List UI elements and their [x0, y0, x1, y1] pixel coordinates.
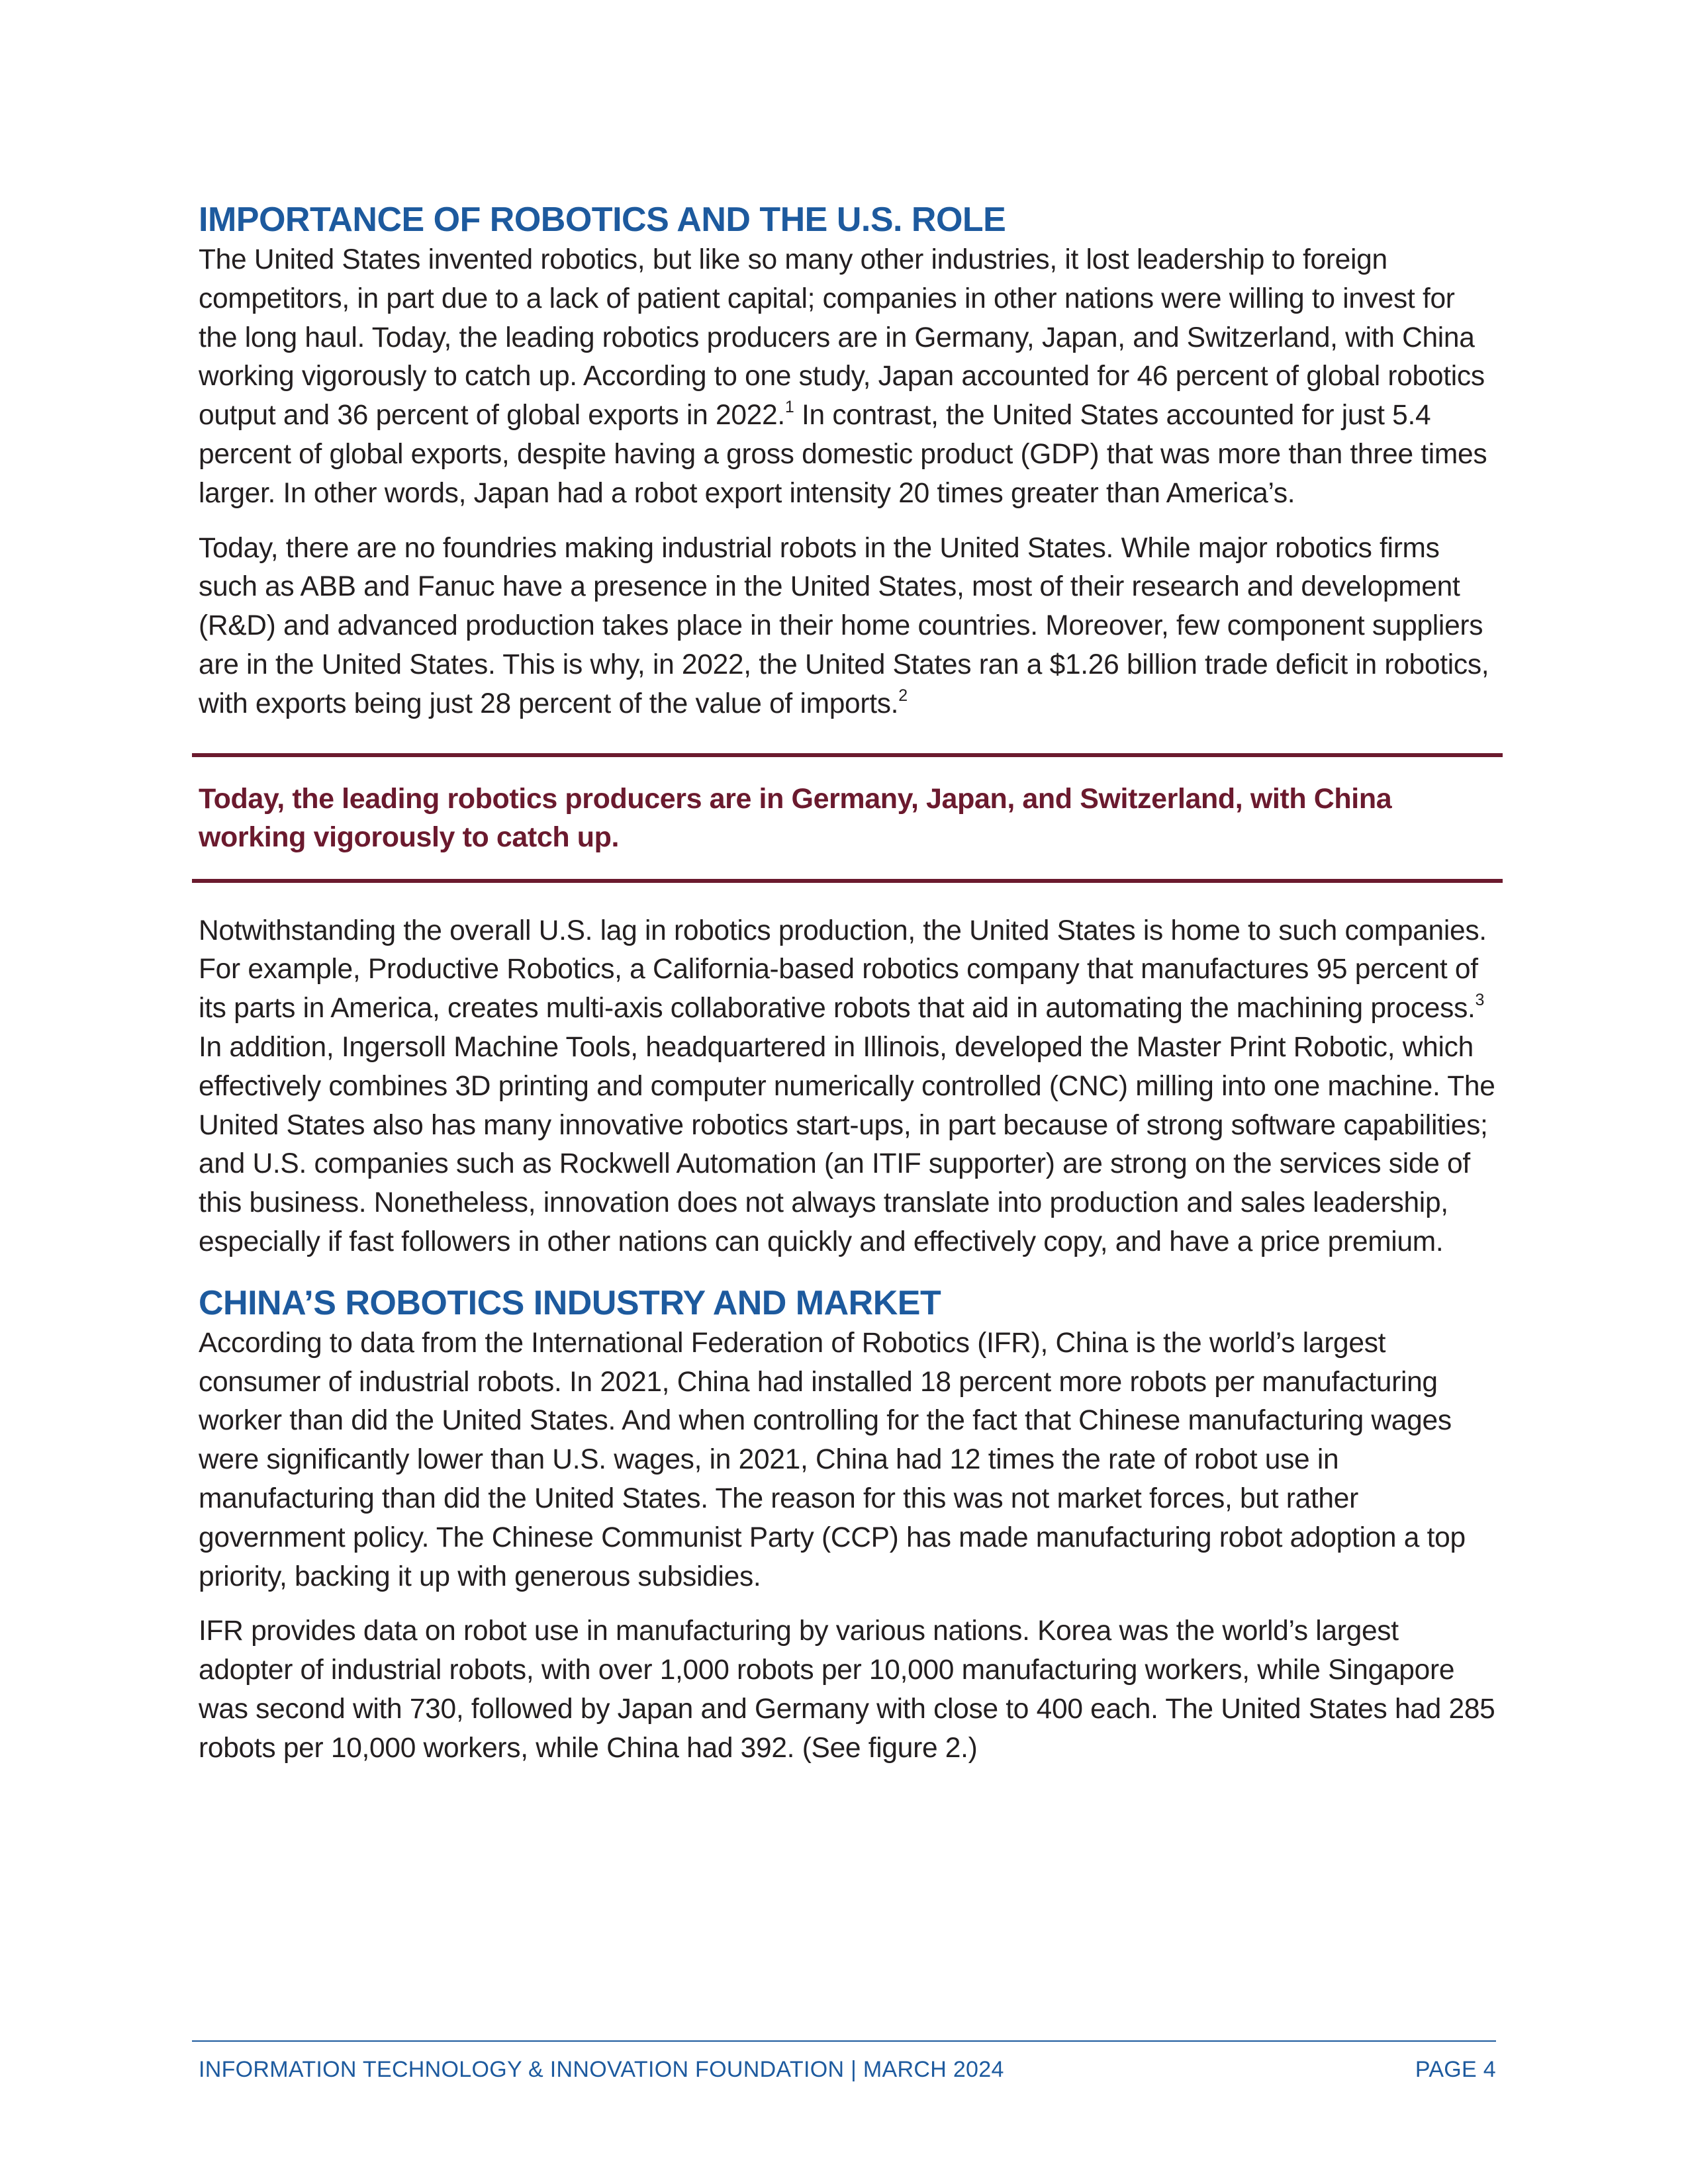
paragraph-text: The United States invented robotics, but like so many other industries, it lost leadership to foreign competitors, in part due to a lack of patient capital; companies in other nations were willing to invest for the long haul. Today, the leading robotics producers are in Germany, Japan, and Switzerland, with China working vigorously to catch up. According to one study, Japan accounted for 46 percent of global robotics output and 36 percent of global exports in 2022.	[199, 244, 1485, 432]
pull-quote-text: Today, the leading robotics producers are in Germany, Japan, and Switzerland, with China working vigorously to catch up.	[199, 782, 1392, 853]
paragraph-text: Notwithstanding the overall U.S. lag in robotics production, the United States is home to such companies. For example, Productive Robotics, a California-based robotics company that manufactures 95 percent of its parts in America, creates multi-axis collaborative robots that aid in automating the machining process.	[199, 915, 1487, 1024]
paragraph-us-role	[199, 241, 1496, 514]
paragraph-text: Today, there are no foundries making industrial robots in the United States. While major robotics firms such as ABB and Fanuc have a presence in the United States, most of their research and development (R&D) and advanced production takes place in their home countries. Moreover, few component suppliers are in the United States. This is why, in 2022, the United States ran a $1.26 billion trade deficit in robotics, with exports being just 28 percent of the value of imports.	[199, 532, 1489, 719]
pull-quote	[192, 753, 1503, 883]
paragraph-foundries	[199, 529, 1496, 724]
section-heading-china: CHINA’S ROBOTICS INDUSTRY AND MARKET	[199, 1283, 941, 1322]
paragraph-china-consumer: According to data from the International Federation of Robotics (IFR), China is the world’s largest consumer of industrial robots. In 2021, China had installed 18 percent more robots per manufacturing worker than did the United States. And when controlling for the fact that Chinese manufacturing wages were significantly lower than U.S. wages, in 2021, China had 12 times the rate of robot use in manufacturing than did the United States. The reason for this was not market forces, but rather government policy. The Chinese Communist Party (CCP) has made manufacturing robot adoption a top priority, backing it up with generous subsidies.	[199, 1327, 1466, 1592]
footnote-ref-2[interactable]: 2	[898, 686, 908, 705]
section-heading-importance: IMPORTANCE OF ROBOTICS AND THE U.S. ROLE	[199, 201, 1006, 239]
page-footer	[192, 2040, 1496, 2083]
footnote-ref-1[interactable]: 1	[784, 398, 794, 417]
paragraph-ifr-data: IFR provides data on robot use in manufacturing by various nations. Korea was the world’s largest adopter of industrial robots, with over 1,000 robots per 10,000 manufacturing workers, while Singapore was second with 730, followed by Japan and Germany with close to 400 each. The United States had 285 robots per 10,000 workers, while China had 392. (See figure 2.)	[199, 1615, 1495, 1764]
footer-page-number: PAGE 4	[1415, 2057, 1496, 2082]
footnote-ref-3[interactable]: 3	[1475, 991, 1485, 1010]
paragraph-text: In addition, Ingersoll Machine Tools, headquartered in Illinois, developed the Master Print Robotic, which effectively combines 3D printing and computer numerically controlled (CNC) milling into one machine. The United States also has many innovative robotics start-ups, in part because of strong software capabilities; and U.S. companies such as Rockwell Automation (an ITIF supporter) are strong on the services side of this business. Nonetheless, innovation does not always translate into production and sales leadership, especially if fast followers in other nations can quickly and effectively copy, and have a price premium.	[199, 1031, 1495, 1257]
paragraph-text: In contrast, the United States accounted for just 5.4 percent of global exports, despite having a gross domestic product (GDP) that was more than three times larger. In other words, Japan had a robot export intensity 20 times greater than America’s.	[199, 400, 1487, 509]
document-page	[199, 199, 1496, 1768]
paragraph-us-companies	[199, 912, 1496, 1262]
footer-org-date: INFORMATION TECHNOLOGY & INNOVATION FOUNDATION | MARCH 2024	[199, 2057, 1004, 2082]
